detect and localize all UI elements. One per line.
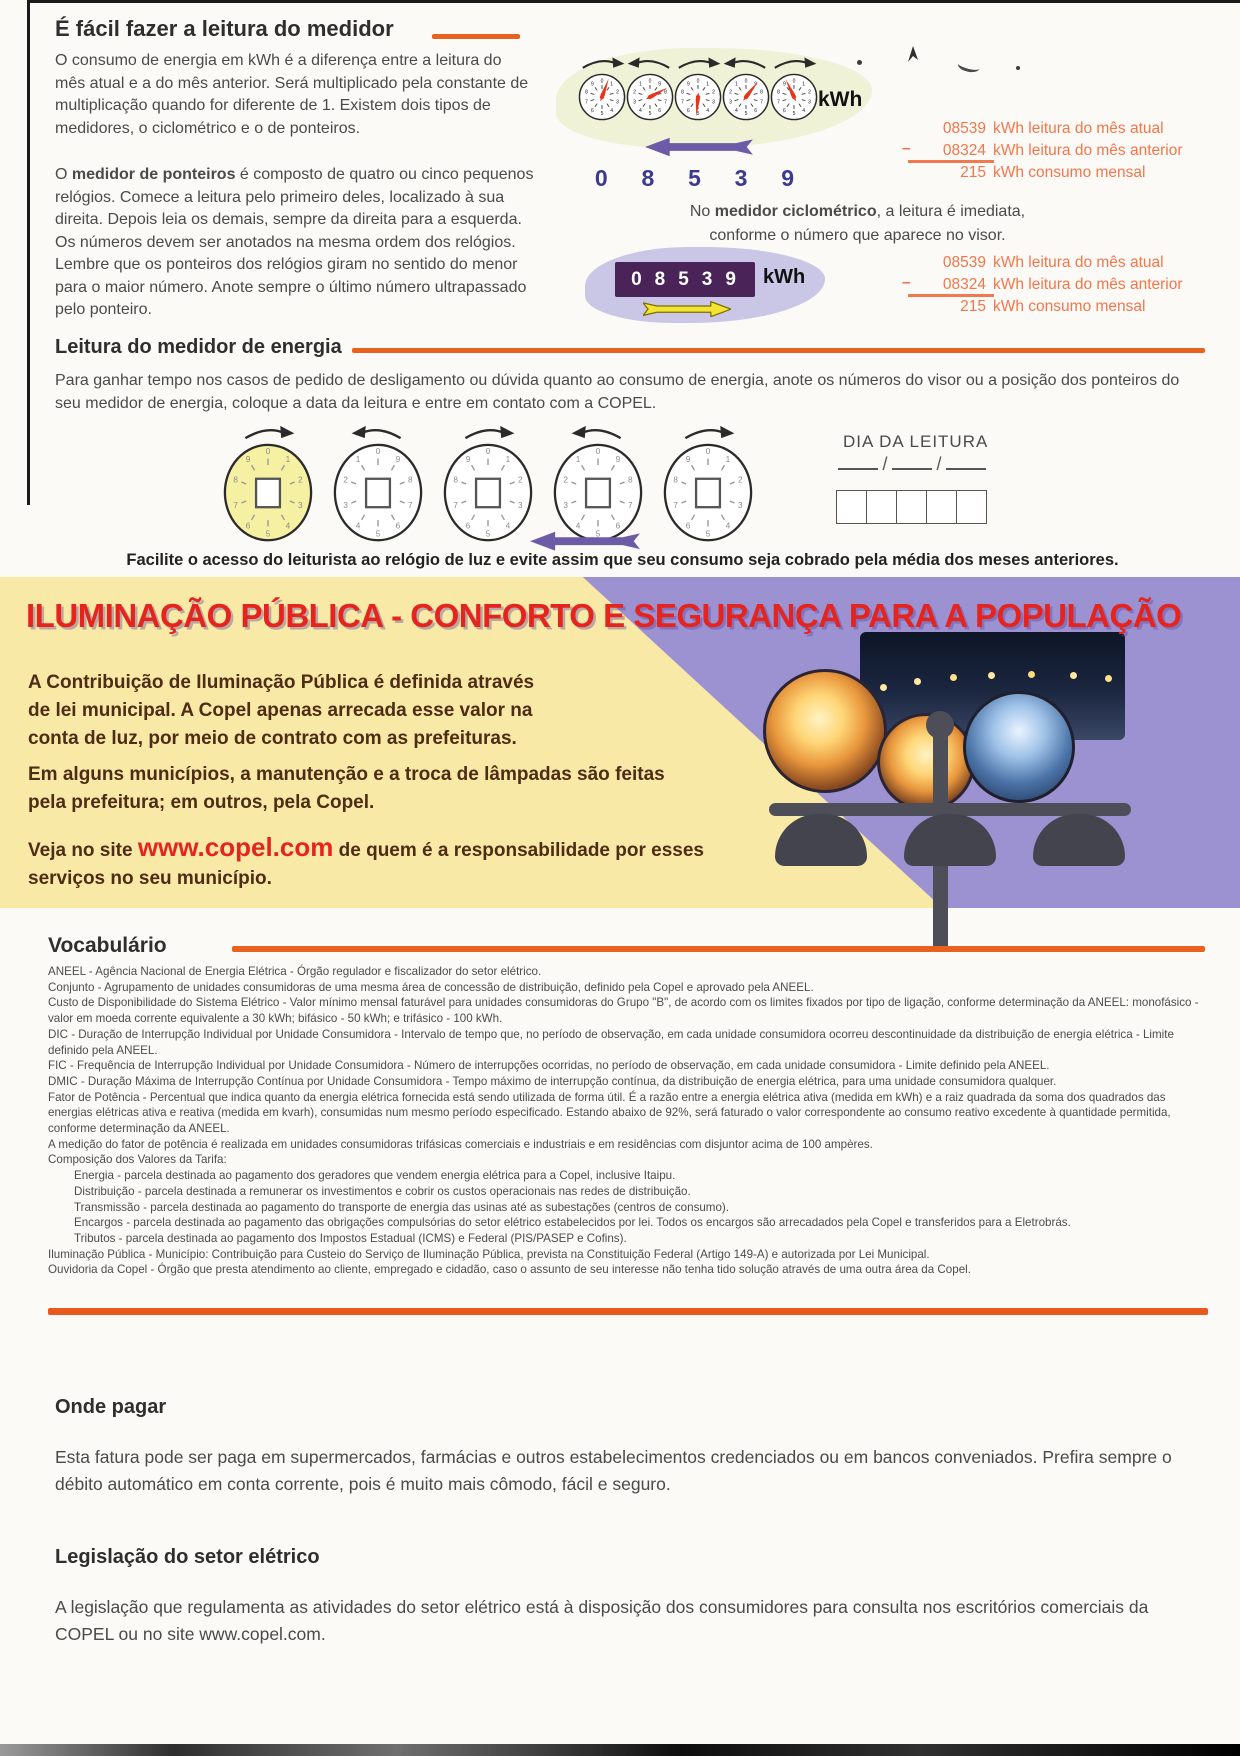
reading-row (922, 162, 1183, 184)
svg-text:0: 0 (648, 78, 652, 85)
date-cell (836, 490, 867, 524)
meter-dial (626, 55, 674, 127)
dia-da-leitura-label: DIA DA LEITURA (843, 432, 989, 451)
svg-text:6: 6 (658, 107, 662, 114)
svg-text:4: 4 (285, 521, 291, 531)
vocab-entry: Iluminação Pública - Município: Contribuição para Custeio do Serviço de Iluminação Pública, prevista na Constituição Federal (Artigo 149-A) e autorizada por Lei Municipal. (48, 1247, 930, 1261)
svg-text:3: 3 (808, 99, 811, 106)
vocab-entry: Conjunto - Agrupamento de unidades consumidoras de uma mesma área de concessão de distribuição, definido pela Copel e aprovado pela ANEEL. (48, 980, 814, 994)
leiturista-note: Facilite o acesso do leiturista ao relógio de luz e evite assim que seu consumo seja cobrado pela média dos meses anteriores. (126, 551, 1119, 569)
reading-value: 08539 (942, 254, 986, 271)
vocab-entry: Distribuição - parcela destinada a remunerar os investimentos e cobrir os custos operacionais nas redes de distribuição. (74, 1184, 691, 1198)
reading-label: kWh leitura do mês anterior (993, 142, 1183, 159)
svg-text:6: 6 (782, 107, 786, 114)
para3-prefix: Veja no site (28, 840, 138, 861)
vocab-entry: FIC - Frequência de Interrupção Individual por Unidade Consumidora - Número de interrupções ocorridas, no período de observação, em cada unidade consumidora - Limite definido pela ANEEL. (48, 1059, 1050, 1073)
vocab-entry: DIC - Duração de Interrupção Individual por Unidade Consumidora - Intervalo de tempo que, no período de observação, em cada unidade consumidora ocorreu descontinuidade da distribuição de energia elétrica - Limite definido pela ANEEL. (48, 1027, 1174, 1057)
svg-text:2: 2 (737, 475, 743, 485)
date-cells (836, 490, 987, 524)
svg-text:5: 5 (744, 111, 748, 117)
svg-text:7: 7 (453, 500, 459, 510)
svg-text:8: 8 (407, 475, 413, 485)
scan-left-line (27, 0, 30, 505)
vocab-title: Vocabulário (48, 934, 167, 957)
meter-unit-label: kWh (818, 88, 863, 111)
svg-text:0: 0 (375, 446, 381, 456)
svg-text:3: 3 (737, 500, 743, 510)
vocab-entry: Ouvidoria da Copel - Órgão que presta atendimento ao cliente, empregado e cidadão, caso o assunto de seu interesse não tenha tido solução através de uma outra área da Copel. (48, 1263, 971, 1277)
svg-text:3: 3 (297, 500, 303, 510)
dial-reading-digits (578, 165, 811, 192)
svg-text:3: 3 (712, 99, 715, 106)
para2-prefix: O (55, 166, 72, 183)
svg-text:3: 3 (616, 99, 619, 106)
svg-text:1: 1 (706, 81, 710, 88)
para2-rest: é composto de quatro ou cinco pequenos relógios. Comece a leitura pelo primeiro deles, localizado à sua direita. Depois leia os demais, sempre da direita para a esquerda. Os números devem ser anotados na mesma ordem dos relógios. Lembre que os ponteiros dos relógios giram no sentido do menor para o maior número. Anote sempre o último número ultrapassado pelo ponteiro. (55, 166, 534, 318)
section1-para1: O consumo de energia em kWh é a diferença entre a leitura do mês atual e a do mês anterior. Será multiplicado pela constante de multiplicação quando for diferente de 1. Existem dois tipos de medidores, o ciclométrico e o de ponteiros. (55, 52, 529, 137)
svg-text:2: 2 (297, 475, 303, 485)
bottom-orange-bar (48, 1308, 1208, 1315)
banner-para3 (28, 833, 758, 893)
reading-value: 215 (960, 298, 986, 315)
dial-digit: 3 (734, 165, 748, 191)
visor-digits: 08539 (631, 268, 749, 290)
svg-text:3: 3 (563, 500, 569, 510)
cursor-arrow-icon (905, 46, 921, 64)
svg-text:9: 9 (245, 454, 251, 464)
reading-label: kWh consumo mensal (993, 298, 1146, 315)
svg-text:0: 0 (265, 446, 271, 456)
svg-text:5: 5 (265, 529, 271, 539)
meter-dial (722, 55, 770, 127)
reading-block-visor (902, 252, 1183, 318)
svg-text:7: 7 (681, 99, 684, 106)
svg-text:2: 2 (517, 475, 523, 485)
svg-text:7: 7 (233, 500, 239, 510)
date-slash: / (936, 454, 942, 474)
street-lights-glow (880, 684, 887, 691)
date-blank (838, 452, 878, 470)
svg-text:6: 6 (590, 107, 594, 114)
svg-text:4: 4 (575, 521, 581, 531)
right-arrow-icon (643, 301, 731, 320)
visor-unit-label: kWh (763, 266, 806, 288)
meter-dial (578, 55, 626, 127)
svg-text:9: 9 (685, 454, 691, 464)
svg-text:5: 5 (600, 111, 604, 117)
svg-text:4: 4 (734, 107, 738, 114)
minus-sign: – (902, 140, 911, 157)
reading-row (902, 274, 1183, 296)
vocab-entry: Custo de Disponibilidade do Sistema Elétrico - Valor mínimo mensal faturável para unidades consumidoras do Grupo "B", de acordo com os limites fixados por tipo de ligação, conforme determinação da ANEEL: monofásico - valor em moeda corrente equivalente a 30 kWh; bifásico - 50 kWh; e trifásico - 100 kWh. (48, 996, 1199, 1026)
vocab-entry: Fator de Potência - Percentual que indica quanto da energia elétrica fornecida está sendo utilizada de forma útil. É a razão entre a energia elétrica ativa (medida em kWh) e a raiz quadrada da soma dos quadrados das energias elétricas ativa e reativa (medida em kvarh), consumidas num mesmo período especificado. Estando abaixo de 92%, será faturado o valor correspondente ao consumo reativo excedente à quantidade permitida, conforme determinação da ANEEL. (48, 1090, 1171, 1136)
svg-text:0: 0 (705, 446, 711, 456)
svg-text:4: 4 (355, 521, 361, 531)
section2-para: Para ganhar tempo nos casos de pedido de desligamento ou dúvida quanto ao consumo de energia, anote os números do visor ou a posição dos ponteiros do seu medidor de energia, coloque a data da leitura e entre em contato com a COPEL. (55, 372, 1180, 412)
blank-dial (552, 424, 644, 542)
reading-value: 215 (960, 164, 986, 181)
legislacao-title: Legislação do setor elétrico (55, 1546, 320, 1568)
date-slash: / (882, 454, 888, 474)
reading-row (922, 252, 1183, 274)
svg-text:6: 6 (754, 107, 758, 114)
lamp-finial (926, 711, 954, 739)
ciclometrico-note (665, 200, 1050, 248)
date-cell (957, 490, 987, 524)
reading-label: kWh leitura do mês anterior (993, 276, 1183, 293)
left-arrow-icon (645, 137, 753, 157)
svg-text:1: 1 (802, 81, 806, 88)
section1-para2 (55, 164, 543, 322)
svg-text:2: 2 (343, 475, 349, 485)
svg-text:1: 1 (575, 454, 581, 464)
vocab-entry: DMIC - Duração Máxima de Interrupção Contínua por Unidade Consumidora - Tempo máximo de interrupção contínua, da distribuição de energia elétrica, para uma unidade consumidora qualquer. (48, 1074, 1057, 1088)
vocab-list (48, 964, 1206, 1278)
reading-row (922, 296, 1183, 318)
para2-bold: medidor de ponteiros (71, 166, 236, 183)
svg-text:6: 6 (245, 521, 251, 531)
vocab-entry: Encargos - parcela destinada ao pagamento das obrigações compulsórias do setor elétrico estabelecidos por lei. Todos os encargos são arrecadados pela Copel e transferidos para a Eletrobrás. (74, 1216, 1071, 1230)
svg-text:2: 2 (563, 475, 569, 485)
svg-text:5: 5 (485, 529, 491, 539)
svg-text:1: 1 (355, 454, 361, 464)
reading-label: kWh leitura do mês atual (993, 120, 1164, 137)
svg-text:4: 4 (802, 107, 806, 114)
svg-text:4: 4 (505, 521, 511, 531)
svg-text:5: 5 (705, 529, 711, 539)
svg-text:6: 6 (686, 107, 690, 114)
svg-text:1: 1 (734, 81, 738, 88)
svg-text:7: 7 (673, 500, 679, 510)
lamp-head-icon (775, 814, 867, 866)
warm-globe-photo (763, 669, 887, 793)
banner-para1: A Contribuição de Iluminação Pública é definida através de lei municipal. A Copel apenas arrecada esse valor na conta de luz, por meio de contrato com as prefeituras. (28, 672, 535, 749)
section1-rule (432, 34, 520, 39)
date-cell (867, 490, 897, 524)
svg-text:9: 9 (465, 454, 471, 464)
lamp-head-icon (1033, 814, 1125, 866)
svg-text:8: 8 (777, 89, 780, 96)
meter-dial (674, 55, 722, 127)
blank-dial (442, 424, 534, 542)
blank-meter-dials (222, 424, 754, 542)
para3-rest: de quem é a responsabilidade por esses serviços no seu município. (28, 840, 704, 889)
svg-text:2: 2 (729, 89, 732, 96)
svg-text:5: 5 (375, 529, 381, 539)
svg-text:2: 2 (712, 89, 715, 96)
onde-pagar-title: Onde pagar (55, 1396, 167, 1418)
svg-text:6: 6 (615, 521, 621, 531)
svg-text:8: 8 (673, 475, 679, 485)
svg-text:5: 5 (792, 111, 796, 117)
svg-text:7: 7 (585, 99, 588, 106)
svg-text:7: 7 (760, 99, 763, 106)
dial-digit: 9 (781, 165, 795, 191)
svg-text:4: 4 (725, 521, 731, 531)
svg-text:9: 9 (782, 81, 786, 88)
vocab-entry: ANEEL - Agência Nacional de Energia Elétrica - Órgão regulador e fiscalizador do setor elétrico. (48, 965, 542, 978)
svg-text:3: 3 (633, 99, 636, 106)
svg-text:8: 8 (585, 89, 588, 96)
svg-text:4: 4 (610, 107, 614, 114)
svg-text:2: 2 (808, 89, 811, 96)
svg-text:9: 9 (395, 454, 401, 464)
svg-text:5: 5 (648, 111, 652, 117)
vocab-entry: Energia - parcela destinada ao pagamento dos geradores que vendem energia elétrica para a Copel, inclusive Itaipu. (74, 1169, 676, 1183)
svg-text:0: 0 (696, 78, 700, 85)
iluminacao-banner (0, 577, 1240, 908)
reading-value: 08324 (942, 276, 986, 293)
vocab-entry: A medição do fator de potência é realizada em unidades consumidoras trifásicas comerciais e industriais e em residências com disjuntor acima de 100 ampères. (48, 1137, 873, 1151)
svg-text:4: 4 (706, 107, 710, 114)
section2-rule (352, 348, 1205, 353)
svg-text:4: 4 (638, 107, 642, 114)
reading-row (922, 118, 1183, 140)
svg-text:7: 7 (407, 500, 413, 510)
svg-text:8: 8 (453, 475, 459, 485)
streetlight-photos (755, 617, 1155, 909)
reading-value: 08539 (942, 120, 986, 137)
blank-dial (332, 424, 424, 542)
date-write-line (838, 452, 986, 475)
ciclo-rest: , a leitura é imediata, conforme o número que aparece no visor. (709, 203, 1026, 244)
svg-text:5: 5 (696, 111, 700, 117)
scan-squiggle (957, 57, 982, 75)
ciclo-prefix: No (689, 203, 715, 220)
banner-para2: Em alguns municípios, a manutenção e a troca de lâmpadas são feitas pela prefeitura; em outros, pela Copel. (28, 764, 665, 813)
svg-text:2: 2 (633, 89, 636, 96)
date-blank (946, 452, 986, 470)
copel-site-url: www.copel.com (137, 832, 334, 862)
scan-speck (1016, 66, 1020, 70)
vocab-entry: Composição dos Valores da Tarifa: (48, 1153, 227, 1167)
onde-pagar-para: Esta fatura pode ser paga em supermercados, farmácias e outros estabelecimentos credenciados ou em bancos conveniados. Prefira sempre o débito automático em conta corrente, pois é muito mais cômodo, fácil e seguro. (55, 1447, 1172, 1494)
svg-text:3: 3 (343, 500, 349, 510)
reading-label: kWh consumo mensal (993, 164, 1146, 181)
date-cell (927, 490, 957, 524)
vocab-entry: Tributos - parcela destinada ao pagamento dos Impostos Estadual (ICMS) e Federal (PIS/PASEP e Cofins). (74, 1231, 627, 1245)
svg-text:1: 1 (638, 81, 642, 88)
section2-title: Leitura do medidor de energia (55, 336, 342, 358)
vocab-rule (232, 946, 1205, 952)
svg-text:6: 6 (395, 521, 401, 531)
reading-block-pointer (902, 118, 1183, 184)
svg-text:8: 8 (627, 475, 633, 485)
svg-text:8: 8 (664, 89, 667, 96)
meter-dial (770, 55, 818, 127)
svg-text:1: 1 (505, 454, 511, 464)
pointer-meter (578, 55, 818, 127)
svg-text:8: 8 (233, 475, 239, 485)
reading-row (902, 140, 1183, 162)
reading-label: kWh leitura do mês atual (993, 254, 1164, 271)
legislacao-para: A legislação que regulamenta as atividades do setor elétrico está à disposição dos consumidores para consulta nos escritórios comerciais da COPEL ou no site www.copel.com. (55, 1597, 1149, 1644)
svg-text:5: 5 (595, 529, 601, 539)
dial-digit: 0 (594, 165, 608, 191)
blue-street-photo (963, 691, 1075, 803)
section1-title: É fácil fazer a leitura do medidor (55, 16, 394, 41)
blank-dial (222, 424, 314, 542)
svg-text:8: 8 (681, 89, 684, 96)
vocab-entry: Transmissão - parcela destinada ao pagamento do transporte de energia das usinas até as subestações (centros de consumo). (74, 1200, 729, 1214)
svg-text:6: 6 (465, 521, 471, 531)
svg-text:9: 9 (590, 81, 594, 88)
ciclo-bold: medidor ciclométrico (714, 203, 877, 220)
left-arrow-icon (530, 531, 640, 552)
date-cell (897, 490, 927, 524)
svg-text:3: 3 (517, 500, 523, 510)
svg-text:9: 9 (615, 454, 621, 464)
dial-digit: 8 (641, 165, 655, 191)
svg-text:0: 0 (600, 78, 604, 85)
svg-text:0: 0 (595, 446, 601, 456)
banner-title: ILUMINAÇÃO PÚBLICA - CONFORTO E SEGURANÇA PARA A POPULAÇÃO (26, 597, 1182, 634)
minus-sign: – (902, 274, 911, 291)
svg-text:9: 9 (658, 81, 662, 88)
svg-text:1: 1 (725, 454, 731, 464)
svg-text:0: 0 (485, 446, 491, 456)
scan-top-line (30, 0, 1240, 3)
blank-dial (662, 424, 754, 542)
svg-text:7: 7 (627, 500, 633, 510)
date-blank (892, 452, 932, 470)
visor-display (615, 262, 755, 297)
svg-text:1: 1 (610, 81, 614, 88)
dial-digit: 5 (688, 165, 701, 191)
svg-text:8: 8 (760, 89, 763, 96)
svg-text:1: 1 (285, 454, 291, 464)
svg-text:0: 0 (792, 78, 796, 85)
svg-text:2: 2 (616, 89, 619, 96)
svg-text:9: 9 (686, 81, 690, 88)
scan-speck (857, 60, 862, 65)
svg-text:6: 6 (685, 521, 691, 531)
svg-text:7: 7 (777, 99, 780, 106)
reading-value: 08324 (942, 142, 986, 159)
scan-bottom-bar (0, 1744, 1240, 1756)
lamp-head-icon (904, 814, 996, 866)
svg-text:3: 3 (729, 99, 732, 106)
svg-text:7: 7 (664, 99, 667, 106)
svg-text:0: 0 (744, 78, 748, 85)
